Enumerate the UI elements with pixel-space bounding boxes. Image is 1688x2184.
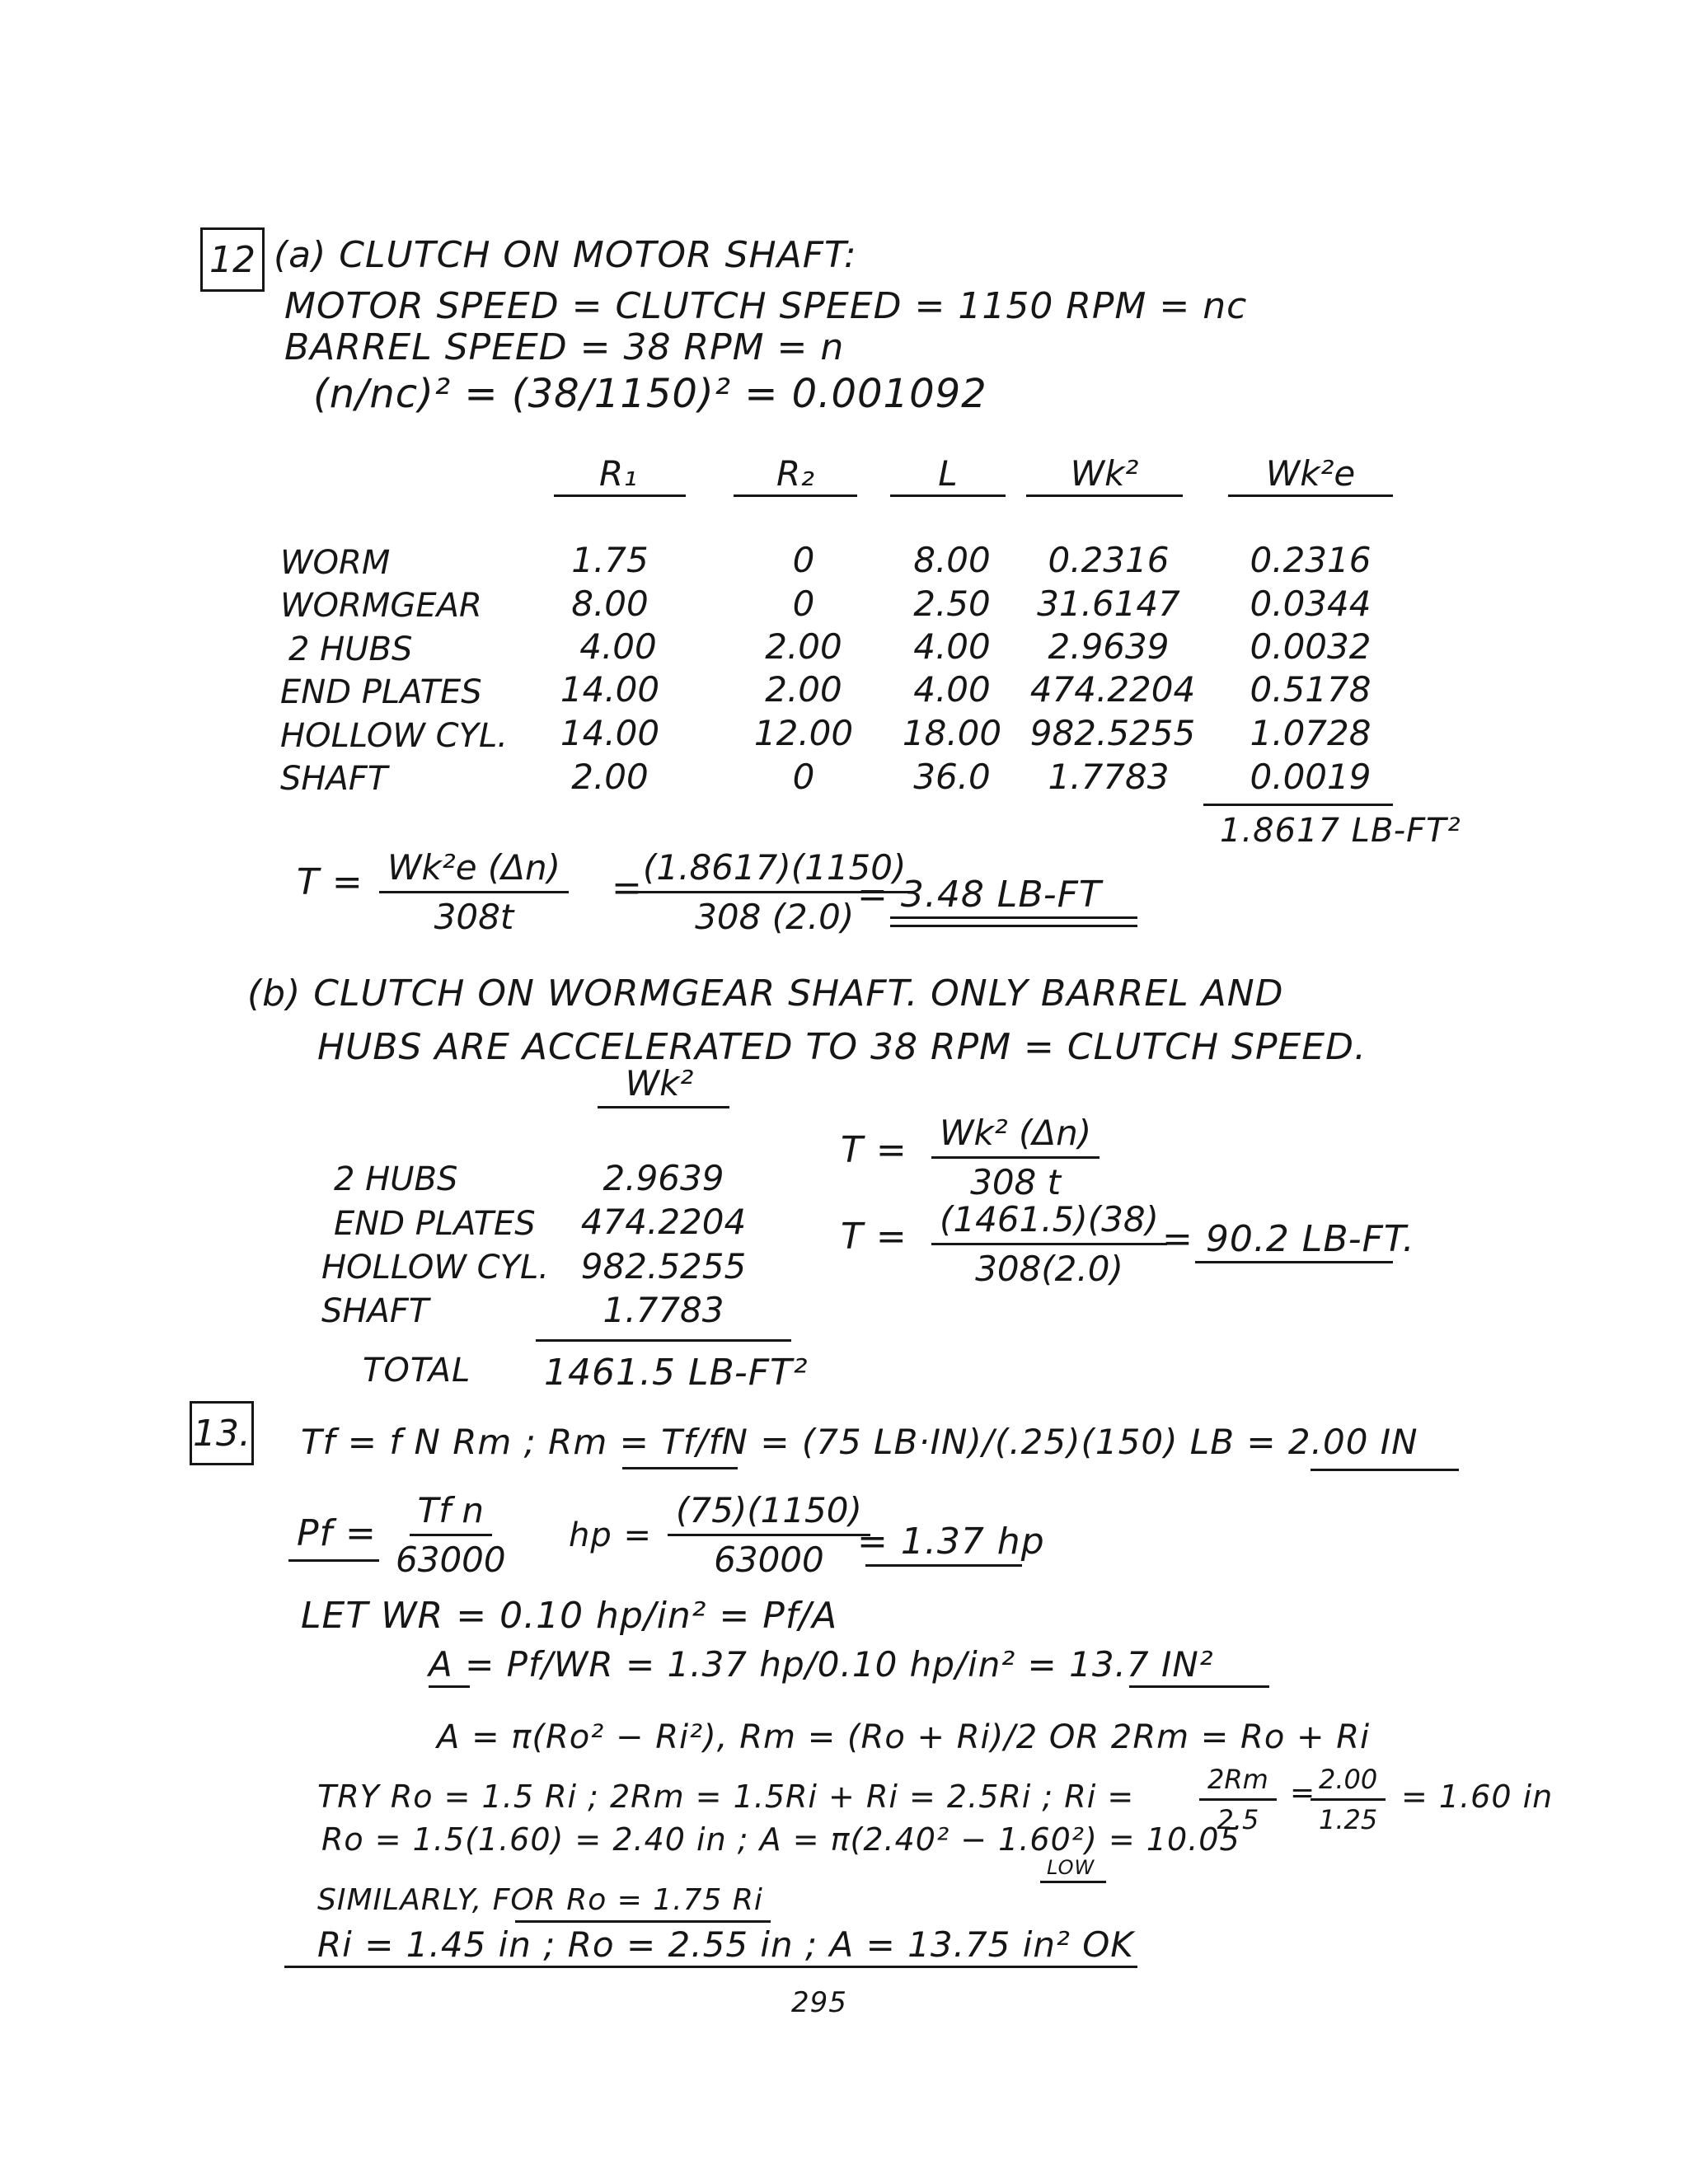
problem-number-12: 12 — [200, 227, 265, 292]
cell-r1: 14.00 — [560, 669, 660, 710]
result-underline — [890, 916, 1137, 919]
row-label: 2 HUBS — [334, 1160, 458, 1198]
cell-wk2e: 0.2316 — [1250, 540, 1372, 580]
b-total-value: 1461.5 LB-FT² — [544, 1352, 809, 1394]
header-underline-r1 — [554, 494, 686, 497]
fraction-numerator: 2.00 — [1311, 1764, 1386, 1801]
sum-underline — [1203, 804, 1393, 806]
b-sum-underline — [536, 1339, 791, 1342]
area-result-underline — [1129, 1685, 1269, 1688]
header-wk2: Wk² — [1070, 453, 1139, 494]
fraction-denominator: 308(2.0) — [975, 1249, 1123, 1289]
cell-wk2e: 0.0019 — [1250, 757, 1372, 797]
result-underline-double — [890, 925, 1137, 927]
cell-wk2: 982.5255 — [1029, 713, 1196, 753]
fraction-denominator: 308 (2.0) — [695, 897, 855, 937]
fraction-denominator: 2.5 — [1217, 1804, 1259, 1835]
final-underline — [284, 1966, 1137, 1968]
cell-wk2e: 0.0344 — [1250, 583, 1372, 624]
cell-r1: 2.00 — [571, 757, 649, 797]
ri-fraction-2 — [1311, 1764, 1386, 1835]
page-number: 295 — [791, 1986, 847, 2019]
try-line: TRY Ro = 1.5 Ri ; 2Rm = 1.5Ri + Ri = 2.5Ri ; Ri = — [317, 1779, 1135, 1815]
speed-ratio-line: (n/nc)² = (38/1150)² = 0.001092 — [313, 371, 987, 417]
hp-result: = 1.37 hp — [857, 1521, 1045, 1563]
cell-l: 8.00 — [913, 540, 991, 580]
row-label: WORM — [280, 544, 391, 582]
cell-r1: 8.00 — [571, 583, 649, 624]
fraction-numerator: (1.8617)(1150) — [635, 847, 914, 893]
cell-l: 18.00 — [902, 713, 1002, 753]
cell-l: 36.0 — [913, 757, 991, 797]
fraction-denominator: 1.25 — [1319, 1804, 1378, 1835]
rm-line: Tf = f N Rm ; Rm = Tf/fN = (75 LB·IN)/(.25)(150) LB = 2.00 IN — [301, 1422, 1418, 1462]
ro-line: Ro = 1.5(1.60) = 2.40 in ; A = π(2.40² − 1.60²) = 10.05 — [321, 1821, 1240, 1858]
header-underline-l — [890, 494, 1006, 497]
rm-result-underline — [1311, 1469, 1459, 1471]
motor-speed-line: MOTOR SPEED = CLUTCH SPEED = 1150 RPM = nc — [284, 285, 1248, 327]
header-underline-wk2 — [1026, 494, 1183, 497]
cell-wk2: 474.2204 — [1029, 669, 1196, 710]
fraction-numerator: (75)(1150) — [668, 1490, 870, 1536]
cell-r1: 1.75 — [571, 540, 649, 580]
row-label: SHAFT — [280, 760, 388, 798]
barrel-speed-line: BARREL SPEED = 38 RPM = n — [284, 326, 845, 368]
fraction-denominator: 308t — [434, 897, 514, 937]
area-line: A = Pf/WR = 1.37 hp/0.10 hp/in² = 13.7 IN² — [429, 1644, 1214, 1685]
part-b-line2: HUBS ARE ACCELERATED TO 38 RPM = CLUTCH SPEED. — [317, 1026, 1367, 1068]
cell-r2: 0 — [792, 540, 815, 580]
row-label: SHAFT — [321, 1292, 429, 1330]
area-underline-a — [429, 1685, 470, 1688]
fraction-denominator: 63000 — [714, 1540, 824, 1580]
row-label: END PLATES — [334, 1205, 536, 1243]
b-total-label: TOTAL — [363, 1352, 471, 1390]
cell-wk2: 2.9639 — [1048, 626, 1170, 667]
fraction-denominator: 308 t — [970, 1162, 1062, 1202]
list-value: 982.5255 — [580, 1246, 747, 1286]
let-line: LET WR = 0.10 hp/in² = Pf/A — [301, 1595, 838, 1637]
header-r2: R₂ — [776, 453, 815, 494]
b-result-underline — [1195, 1261, 1393, 1263]
cell-r2: 0 — [792, 757, 815, 797]
cell-r2: 2.00 — [765, 626, 842, 667]
row-label: HOLLOW CYL. — [321, 1249, 550, 1286]
pf-label: Pf = — [297, 1512, 377, 1554]
cell-wk2e: 0.5178 — [1250, 669, 1372, 710]
final-line: Ri = 1.45 in ; Ro = 2.55 in ; A = 13.75 in² OK — [317, 1924, 1134, 1965]
list-value: 1.7783 — [603, 1290, 724, 1330]
b-torque-formula — [931, 1113, 1100, 1202]
equals-sign: = — [1290, 1776, 1316, 1810]
torque-result-a: = 3.48 LB-FT — [857, 874, 1102, 916]
header-underline-wk2e — [1228, 494, 1393, 497]
cell-r1: 14.00 — [560, 713, 660, 753]
pf-formula — [396, 1490, 506, 1580]
list-value: 474.2204 — [580, 1202, 747, 1242]
cell-r1: 4.00 — [579, 626, 657, 667]
try-result: = 1.60 in — [1401, 1779, 1554, 1815]
cell-r2: 2.00 — [765, 669, 842, 710]
row-label: HOLLOW CYL. — [280, 717, 509, 755]
cell-wk2e: 1.0728 — [1250, 713, 1372, 753]
part-a-heading: (a) CLUTCH ON MOTOR SHAFT: — [274, 234, 857, 276]
similarly-line: SIMILARLY, FOR Ro = 1.75 Ri — [317, 1883, 763, 1917]
torque-formula-a — [379, 847, 569, 937]
header-l: L — [938, 453, 958, 494]
fraction-numerator: Wk²e (Δn) — [379, 847, 569, 893]
low-note: LOW — [1047, 1856, 1095, 1879]
cell-r2: 12.00 — [753, 713, 854, 753]
cell-l: 4.00 — [913, 669, 991, 710]
row-label: 2 HUBS — [288, 630, 413, 668]
area-formula-line: A = π(Ro² − Ri²), Rm = (Ro + Ri)/2 OR 2Rm = Ro + Ri — [437, 1718, 1371, 1756]
header-underline-r2 — [734, 494, 857, 497]
problem-number-13: 13. — [190, 1401, 254, 1465]
b-column-header: Wk² — [625, 1063, 694, 1104]
cell-wk2: 0.2316 — [1048, 540, 1170, 580]
total-wk2e: 1.8617 LB-FT² — [1220, 812, 1461, 850]
cell-wk2e: 0.0032 — [1250, 626, 1372, 667]
b-torque-label-1: T = — [841, 1129, 907, 1171]
fraction-numerator: Tf n — [410, 1490, 492, 1536]
row-label: END PLATES — [280, 673, 482, 711]
torque-label-a: T = — [297, 861, 363, 903]
row-label: WORMGEAR — [280, 587, 482, 625]
b-header-underline — [598, 1106, 729, 1108]
equals-sign: = — [612, 867, 643, 909]
fraction-numerator: 2Rm — [1199, 1764, 1277, 1801]
hp-label: hp = — [569, 1516, 652, 1554]
b-torque-result: = 90.2 LB-FT. — [1162, 1218, 1415, 1260]
pf-underline — [288, 1559, 379, 1562]
fraction-numerator: (1461.5)(38) — [931, 1199, 1167, 1245]
similarly-underline — [515, 1920, 771, 1923]
list-value: 2.9639 — [603, 1158, 724, 1198]
b-torque-label-2: T = — [841, 1216, 907, 1258]
fraction-numerator: Wk² (Δn) — [931, 1113, 1100, 1159]
cell-r2: 0 — [792, 583, 815, 624]
header-wk2e: Wk²e — [1265, 453, 1356, 494]
part-b-heading: (b) CLUTCH ON WORMGEAR SHAFT. ONLY BARREL AND — [247, 972, 1284, 1015]
cell-wk2: 31.6147 — [1037, 583, 1180, 624]
hp-result-underline — [865, 1564, 1022, 1567]
b-torque-substitution — [931, 1199, 1167, 1289]
header-r1: R₁ — [598, 453, 638, 494]
cell-l: 4.00 — [913, 626, 991, 667]
fraction-denominator: 63000 — [396, 1540, 506, 1580]
hp-formula — [668, 1490, 870, 1580]
low-underline — [1040, 1881, 1106, 1883]
rm-underline — [622, 1467, 738, 1469]
cell-l: 2.50 — [913, 583, 991, 624]
cell-wk2: 1.7783 — [1048, 757, 1170, 797]
